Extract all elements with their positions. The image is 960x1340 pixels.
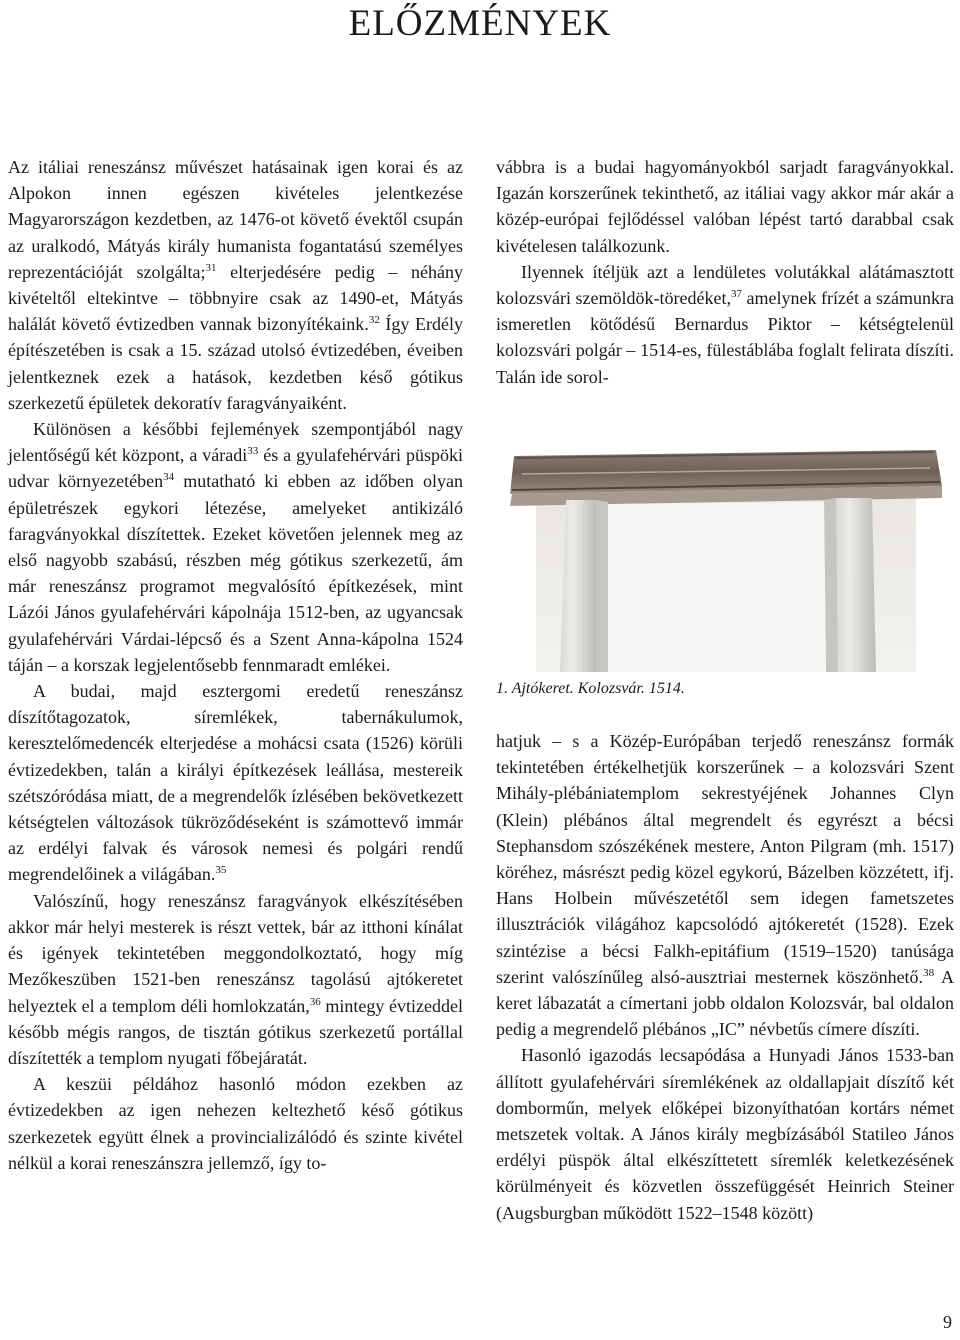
footnote-ref[interactable]: 35 (215, 864, 227, 877)
paragraph: A keszüi példához hasonló módon ezekben az évtizedekben az igen nehezen keltezhető késő gótikus szerkezetek együtt élnek a provincializálódó és szinte kivétel nélkül a korai reneszánszra jellemző, így to- (8, 1074, 463, 1173)
paragraph: Az itáliai reneszánsz művészet hatásainak igen korai és az Alpokon innen egészen kivételes jelentkezése Magyarországon kezdetben, az 1476-ot követő évektől csupán az uralkodó, Mátyás király humanista fogantatású személyes reprezentációját szolgálta;$^{31}$ elterjedésére pedig – néhány kivételtől eltekintve – többnyire csak az 1490-et, Mátyás halálát követő évtizedben vannak bizonyítékaink.$^{32}$ Így Erdély építészetében is csak a 15. század utolsó évtizedében, éveiben jelentkeznek ezek a hatások, kezdetben késő gótikus szerkezetű épületek dekoratív faragványaiként. (8, 157, 463, 413)
paragraph: Hasonló igazodás lecsapódása a Hunyadi János 1533-ban állított gyulafehérvári síremlékének az oldallapjait díszítő két domborműn, melyek előképei bizonyíthatóan kortárs német metszetek voltak. A János király megbízásából Statileo János erdélyi püspök által elkészíttetett síremlék keletkezésének körülményeit és közvetlen összefüggését Heinrich Steiner (Augsburgban működött 1522–1548 között) (496, 1045, 954, 1223)
paragraph: vábbra is a budai hagyományokból sarjadt faragványokkal. Igazán korszerűnek tekinthető, az itáliai vagy akkor már akár a közép-európai fejlődéssel valóban lépést tartó darabbal csak kivételesen találkozunk. (496, 157, 954, 256)
paragraph: Különösen a későbbi fejlemények szempontjából nagy jelentőségű két központ, a váradi$^{33}$ és a gyulafehérvári püspöki udvar környezetében$^{34}$ mutatható ki ebben az időben olyan épületrészek egykori létezése, amelyeket antikizáló faragványokkal díszítettek. Ezeket követően jelennek meg az első nagyobb szabású, részben még gótikus szerkezetű, ám már reneszánsz programot megvalósító építkezések, mint Lázói János gyulafehérvári kápolnája 1512-ben, az ugyancsak gyulafehérvári Várdai-lépcső és a Szent Anna-kápolna 1524 táján – a korszak legjelentősebb fennmaradt emlékei. (8, 419, 464, 675)
right-column-top (496, 154, 954, 390)
figure-caption: 1. Ajtókeret. Kolozsvár. 1514. (496, 680, 685, 697)
paragraph: Valószínű, hogy reneszánsz faragványok elkészítésében akkor már helyi mesterek is részt vettek, bár az itthoni kínálat és igények tekintetében meggondolkoztató, hogy míg Mezőkeszüben 1521-ben reneszánsz tagolású ajtókeretet helyeztek el a templom déli homlokzatán,$^{36}$ mintegy évtizeddel később mégis rangos, de tisztán gótikus szerkezetű portállal díszítették a templom nyugati főbejáratát. (8, 890, 463, 1068)
door-frame-illustration (496, 440, 954, 672)
page-title: ELŐZMÉNYEK (348, 3, 612, 44)
paragraph: Ilyennek ítéljük azt a lendületes volutákkal alátámasztott kolozsvári szemöldök-töredéket,$^{37}$ amelynek frízét a számunkra ismeretlen kötődésű Bernardus Piktor – kétségtelenül kolozsvári polgár – 1514-es, fülestáblába foglalt felirata díszíti. Talán ide sorol- (496, 261, 954, 387)
footnote-ref[interactable]: 37 (730, 288, 742, 301)
page-number: 9 (943, 1312, 952, 1332)
paragraph: A budai, majd esztergomi eredetű reneszánsz díszítőtagozatok, síremlékek, tabernákulumok, keresztelőmedencék elterjedése a mohácsi csata (1526) körüli évtizedekben, talán a királyi építkezések leállása, mestereik szétszóródása miatt, de a megrendelők ízlésében bekövetkezett kétségtelen változások tükröződéseként is számottevő immár az erdélyi falvak és városok nemesi és polgári rendű megrendelőinek a világában.$^{35}$ (8, 681, 463, 885)
footnote-ref[interactable]: 34 (163, 471, 175, 484)
right-column-bottom (496, 728, 954, 1226)
footnote-ref[interactable]: 38 (923, 966, 935, 979)
door-frame-photo (496, 440, 954, 672)
footnote-ref[interactable]: 36 (309, 995, 321, 1008)
left-column (8, 154, 463, 1176)
footnote-ref[interactable]: 33 (247, 445, 259, 458)
left-jamb (560, 500, 596, 672)
paragraph: hatjuk – s a Közép-Európában terjedő reneszánsz formák tekintetében értékelhetjük korszerűnek – a kolozsvári Szent Mihály-plébániatemplom sekrestyéjének Johannes Clyn (Klein) plébános által megrendelt és egyrészt a bécsi Stephansdom szószékének mestere, Anton Pilgram (mh. 1517) köréhez, másrészt pedig közel egykorú, Bázelben közzétett, ifj. Hans Holbein művészetétől sem idegen fametszetes illusztrációk világához kapcsolódó ajtókeretét (1528). Ezek szintézise a bécsi Falkh-epitáfium (1519–1520) tanúsága szerint valószínűleg alsó-ausztriai mesternek köszönhető.$^{38}$ A keret lábazatát a címertani jobb oldalon Kolozsvár, bal oldalon pedig a megrendelő plébános „IC” névbetűs címere díszíti. (496, 731, 954, 1040)
footnote-ref[interactable]: 32 (368, 314, 380, 327)
footnote-ref[interactable]: 31 (205, 261, 217, 274)
